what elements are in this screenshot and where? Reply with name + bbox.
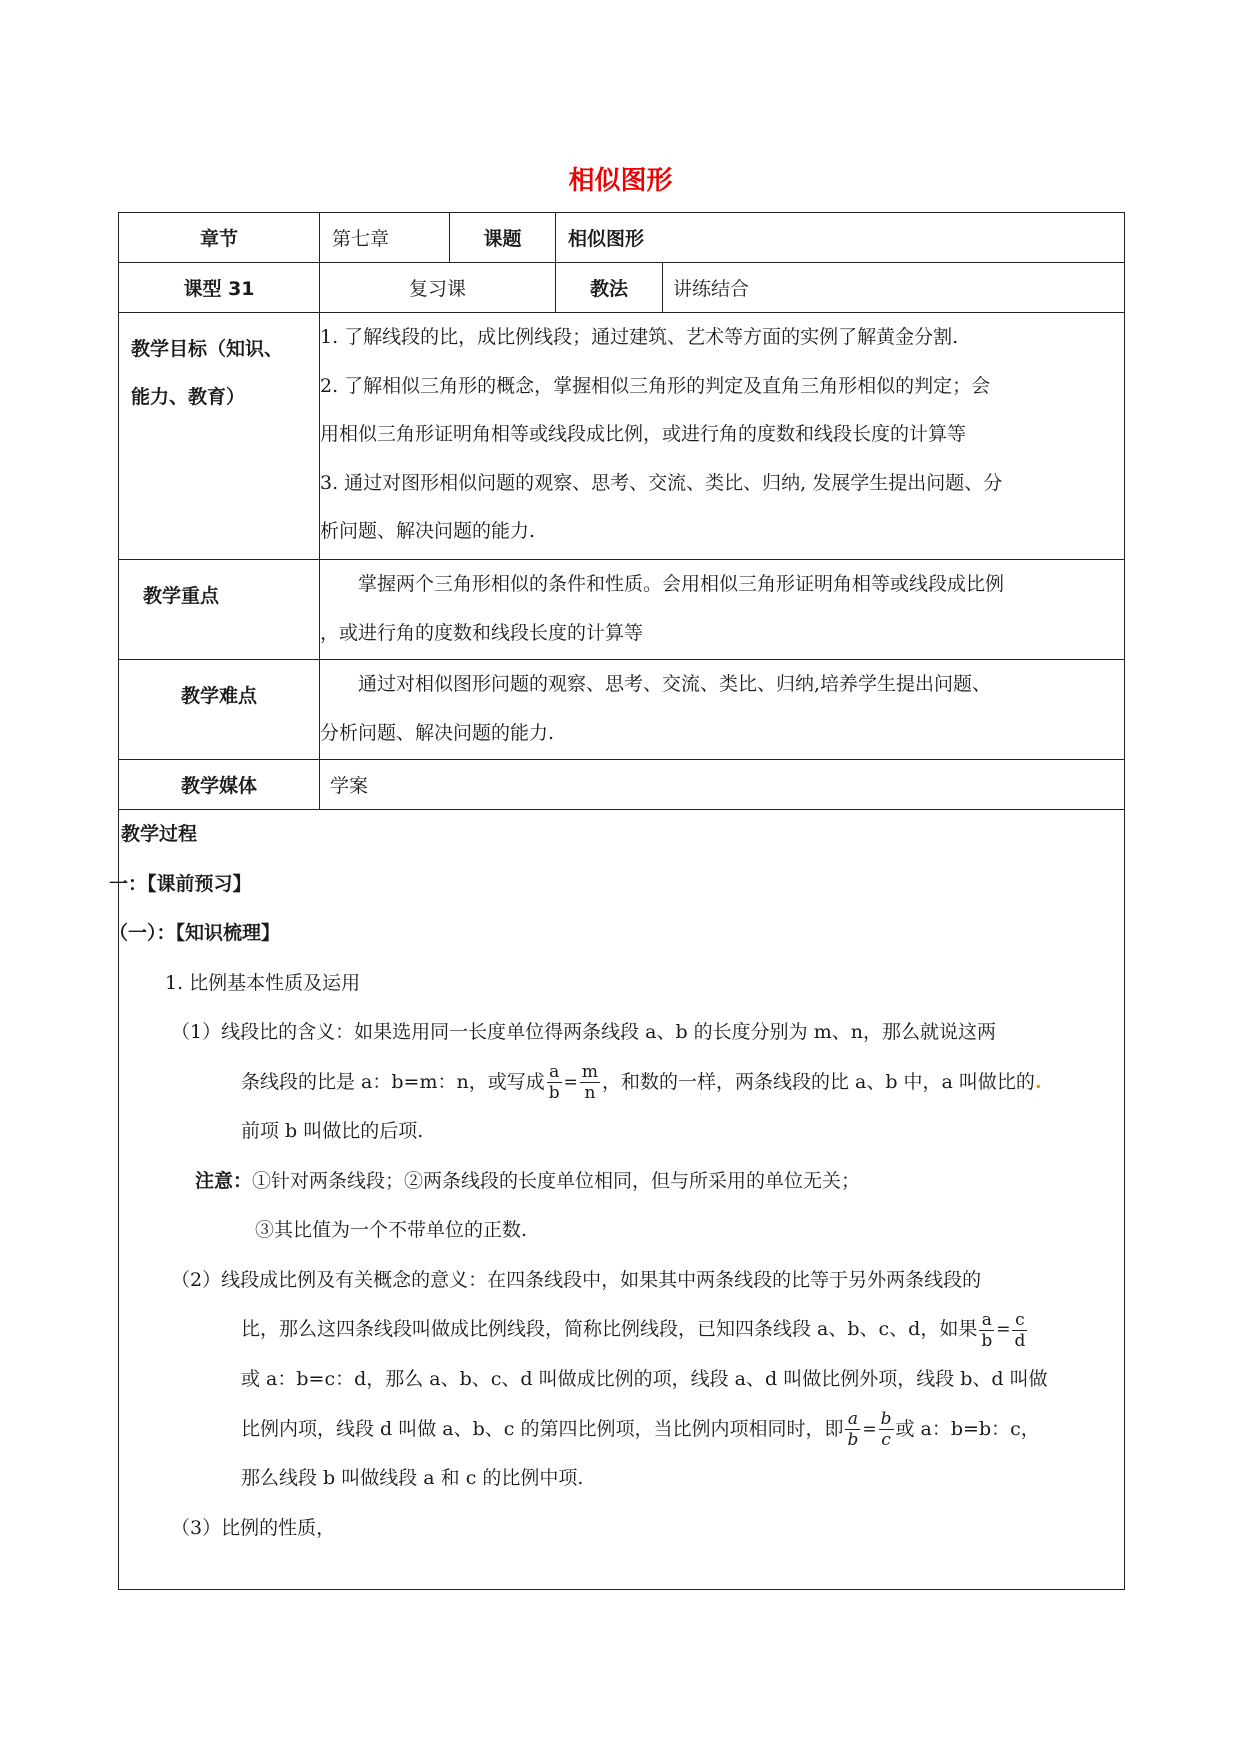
p1-line3: 前项 b 叫做比的后项.: [241, 1120, 424, 1143]
difficulties-line1: 通过对相似图形问题的观察、思考、交流、类比、归纳,培养学生提出问题、: [358, 673, 992, 695]
goals-content: [320, 313, 1125, 560]
fraction-m-over-n: $\frac{m}{n}$: [581, 1062, 598, 1103]
goals-label-line1: 教学目标（知识、: [131, 338, 284, 360]
section-preview: 一：【课前预习】: [109, 872, 252, 895]
lesson-plan-table: [109, 212, 1125, 1590]
method-value: 讲练结合: [663, 263, 1125, 313]
p1-line2-b: ，和数的一样，两条线段的比 a、b 中，a 叫做比的: [601, 1070, 1035, 1093]
row-chapter: [119, 213, 1125, 263]
p2-line5: 那么线段 b 叫做线段 a 和 c 的比例中项.: [241, 1467, 584, 1490]
row-process: [119, 810, 1125, 1590]
p3-line: （3）比例的性质，: [171, 1516, 336, 1539]
method-label: 教法: [556, 263, 663, 313]
difficulties-line2: 分析问题、解决问题的能力.: [320, 721, 555, 744]
row-lesson-type: [119, 263, 1125, 313]
p1-line2-a: 条线段的比是 a：b=m：n，或写成: [241, 1070, 545, 1093]
p2-line3: 或 a：b=c：d，那么 a、b、c、d 叫做成比例的项，线段 a、d 叫做比例外项，线段 b、d 叫做: [241, 1368, 1048, 1390]
process-heading: 教学过程: [121, 823, 198, 845]
note-label: 注意：: [195, 1169, 253, 1192]
goals-label: [119, 313, 320, 560]
fraction-a-over-b: $\frac{a}{b}$: [548, 1062, 560, 1103]
p1-line1: （1）线段比的含义：如果选用同一长度单位得两条线段 a、b 的长度分别为 m、n，那么就说这两: [171, 1021, 996, 1043]
goals-line5: 析问题、解决问题的能力.: [320, 520, 536, 542]
p2-line2: 比，那么这四条线段叫做成比例线段，简称比例线段，已知四条线段 a、b、c、d，如果 $\frac{a}{b}$ = $\frac{c}{d}$: [241, 1309, 1026, 1351]
goals-line1: 1. 了解线段的比，成比例线段；通过建筑、艺术等方面的实例了解黄金分割.: [320, 326, 959, 348]
goals-label-line2: 能力、教育）: [131, 386, 246, 408]
fraction-b-over-c-italic: $\frac{b}{c}$: [880, 1409, 892, 1450]
lesson-type-value: 复习课: [320, 263, 556, 313]
key-points-content: [320, 560, 1125, 660]
key-points-line1: 掌握两个三角形相似的条件和性质。会用相似三角形证明角相等或线段成比例: [358, 573, 1005, 595]
fraction-a-over-b-2: $\frac{a}{b}$: [981, 1309, 993, 1351]
difficulties-content: [320, 660, 1125, 760]
chapter-label: 章节: [119, 213, 320, 263]
goals-line2: 2. 了解相似三角形的概念，掌握相似三角形的判定及直角三角形相似的判定；会: [320, 374, 991, 397]
key-points-line2: ，或进行角的度数和线段长度的计算等: [320, 621, 644, 644]
p2-line1: （2）线段成比例及有关概念的意义：在四条线段中，如果其中两条线段的比等于另外两条线段的: [171, 1268, 982, 1291]
media-value: 学案: [320, 760, 1125, 810]
topic-label: 课题: [450, 213, 556, 263]
goals-line3: 用相似三角形证明角相等或线段成比例，或进行角的度数和线段长度的计算等: [320, 423, 967, 445]
p1-line2: 条线段的比是 a：b=m：n，或写成 $\frac{a}{b}$ = $\frac{m}{n}$ ，和数的一样，两条线段的比 a、b 中，a 叫做比的.: [241, 1062, 1042, 1103]
row-goals: [119, 313, 1125, 560]
row-media: [119, 760, 1125, 810]
difficulties-label: 教学难点: [119, 660, 320, 760]
item-ratio-properties: 1. 比例基本性质及运用: [165, 971, 361, 994]
page-title: 相似图形: [568, 166, 673, 196]
process-content: [109, 810, 1125, 1590]
chapter-value: 第七章: [320, 213, 450, 263]
subsection-knowledge: （一）：【知识梳理】: [109, 922, 281, 944]
key-points-label: 教学重点: [119, 560, 320, 660]
goals-line4: 3. 通过对图形相似问题的观察、思考、交流、类比、归纳, 发展学生提出问题、分: [320, 471, 1003, 494]
fraction-a-over-b-italic: $\frac{a}{b}$: [847, 1409, 859, 1450]
fraction-c-over-d: $\frac{c}{d}$: [1014, 1309, 1026, 1351]
media-label: 教学媒体: [119, 760, 320, 810]
topic-value: 相似图形: [556, 213, 1125, 263]
row-key-points: [119, 560, 1125, 660]
row-difficulties: [119, 660, 1125, 760]
lesson-type-label: 课型 31: [119, 263, 320, 313]
note-text: ①针对两条线段；②两条线段的长度单位相同，但与所采用的单位无关；: [252, 1169, 861, 1192]
note-line2: ③其比值为一个不带单位的正数.: [255, 1219, 528, 1242]
p2-line4: 比例内项，线段 d 叫做 a、b、c 的第四比例项，当比例内项相同时，即 $\frac{a}{b}$ = $\frac{b}{c}$ 或 a：b=b：c，: [241, 1409, 1040, 1450]
note-line1: [119, 1157, 1124, 1207]
